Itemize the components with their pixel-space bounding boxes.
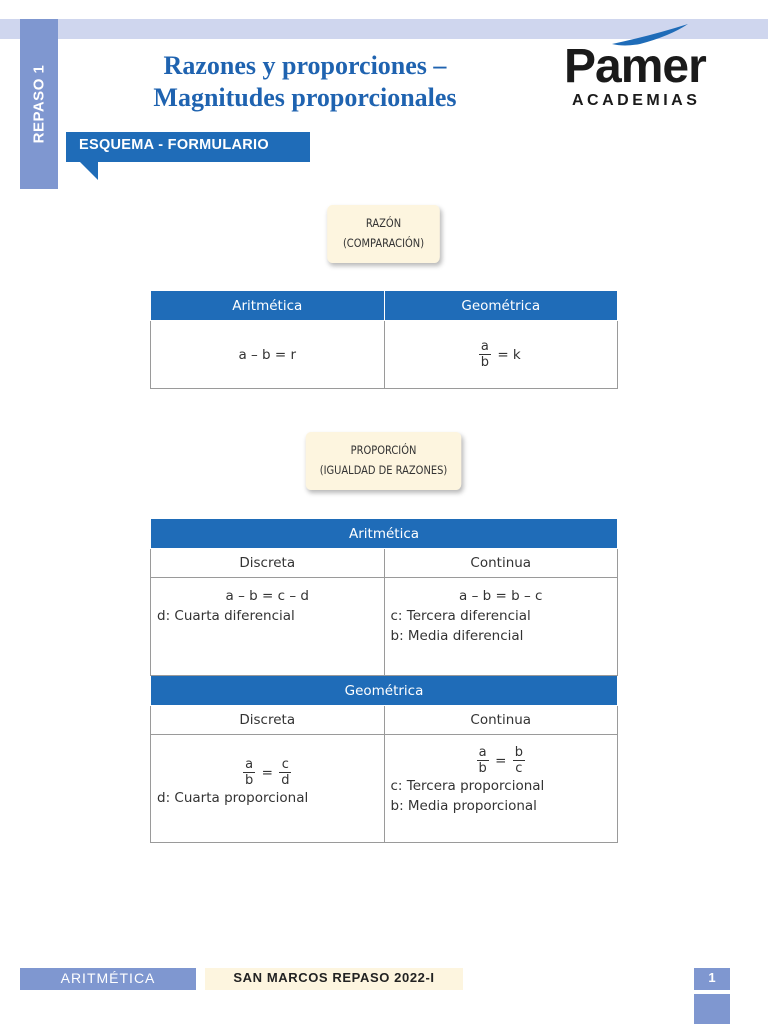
note: b: Media diferencial bbox=[390, 628, 524, 644]
fraction: $\frac{a}{b}$ bbox=[480, 339, 490, 370]
section-label-notch bbox=[80, 162, 98, 180]
page-title bbox=[70, 50, 540, 114]
footer-strip bbox=[694, 994, 730, 1024]
razon-aritmetica-formula: a – b = r bbox=[151, 321, 385, 389]
footer-subject: ARITMÉTICA bbox=[20, 968, 196, 990]
formula: $\frac{a}{b}$ = $\frac{c}{d}$ bbox=[245, 757, 290, 788]
proporcion-subtitle: (IGUALDAD DE RAZONES) bbox=[319, 463, 448, 477]
formula: a – b = c – d bbox=[225, 588, 309, 604]
fraction: $\frac{c}{d}$ bbox=[281, 757, 290, 788]
fraction: $\frac{a}{b}$ bbox=[478, 745, 487, 776]
proporcion-title: PROPORCIÓN bbox=[350, 443, 417, 457]
proporcion-header-aritmetica: Aritmética bbox=[151, 519, 618, 549]
proporcion-header-geometrica: Geométrica bbox=[151, 676, 618, 706]
title-line-1: Razones y proporciones – bbox=[163, 51, 447, 80]
geometrica-continua-cell bbox=[384, 735, 618, 843]
brand-logo bbox=[560, 22, 740, 114]
logo-subtitle: ACADEMIAS bbox=[572, 92, 701, 109]
razon-header-geometrica: Geométrica bbox=[384, 291, 618, 321]
aritmetica-discreta-cell bbox=[151, 578, 385, 676]
footer-course: SAN MARCOS REPASO 2022-I bbox=[205, 968, 463, 990]
razon-header-aritmetica: Aritmética bbox=[151, 291, 385, 321]
formula: a – b = b – c bbox=[459, 588, 543, 604]
geometrica-sub-continua: Continua bbox=[384, 706, 618, 735]
razon-subtitle: (COMPARACIÓN) bbox=[342, 236, 425, 250]
razon-geometrica-formula: $\frac{a}{b}$ = k bbox=[384, 321, 618, 389]
side-tab-label: REPASO 1 bbox=[30, 64, 48, 144]
note: b: Media proporcional bbox=[390, 798, 537, 814]
razon-table bbox=[150, 290, 618, 389]
geometrica-sub-discreta: Discreta bbox=[151, 706, 385, 735]
page-number: 1 bbox=[694, 968, 730, 990]
title-line-2: Magnitudes proporcionales bbox=[153, 83, 457, 112]
razon-note-box bbox=[327, 205, 440, 263]
note: c: Tercera proporcional bbox=[390, 778, 545, 794]
formula: $\frac{a}{b}$ = $\frac{b}{c}$ bbox=[478, 745, 523, 776]
logo-wordmark: Pamer bbox=[564, 40, 706, 93]
fraction: $\frac{b}{c}$ bbox=[514, 745, 523, 776]
aritmetica-sub-continua: Continua bbox=[384, 549, 618, 578]
note: d: Cuarta proporcional bbox=[157, 790, 309, 806]
geometrica-discreta-cell bbox=[151, 735, 385, 843]
fraction: $\frac{a}{b}$ bbox=[245, 757, 254, 788]
aritmetica-sub-discreta: Discreta bbox=[151, 549, 385, 578]
razon-title: RAZÓN bbox=[365, 216, 402, 230]
note: c: Tercera diferencial bbox=[390, 608, 531, 624]
section-label: ESQUEMA - FORMULARIO bbox=[66, 132, 310, 162]
note: d: Cuarta diferencial bbox=[157, 608, 295, 624]
proporcion-table bbox=[150, 518, 618, 843]
proporcion-note-box bbox=[306, 432, 462, 490]
aritmetica-continua-cell bbox=[384, 578, 618, 676]
